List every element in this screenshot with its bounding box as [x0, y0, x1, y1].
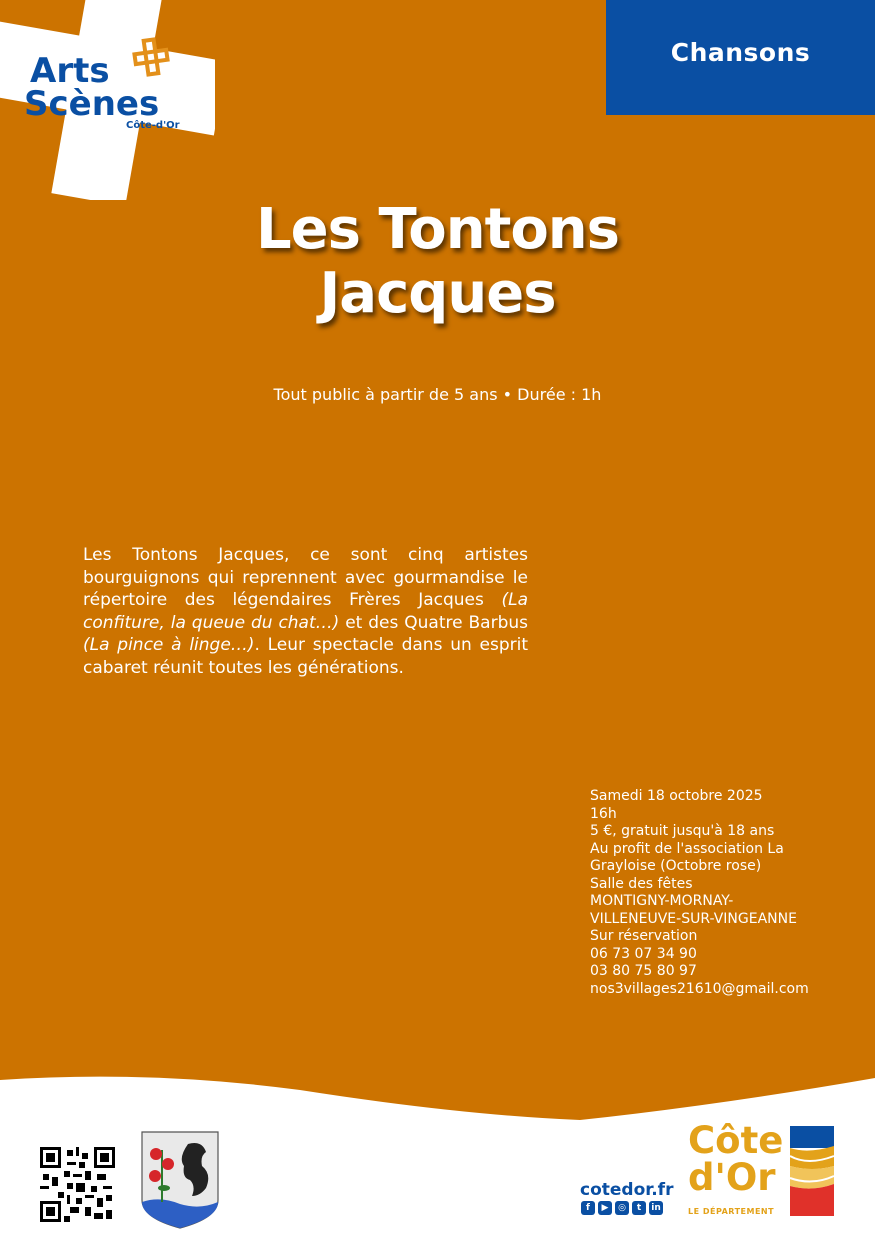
instagram-icon[interactable]: ◎ — [615, 1201, 629, 1215]
description-part3: . Leur spectacle dans un esprit cabaret réunit toutes les générations. — [83, 635, 528, 678]
logo-cote-dor: Côte-d'Or — [126, 120, 180, 131]
description-italic1: (La confiture, la queue du chat…) — [83, 590, 528, 633]
description-italic2: (La pince à linge…) — [83, 635, 255, 655]
facebook-icon[interactable]: f — [581, 1201, 595, 1215]
qr-code[interactable] — [40, 1147, 115, 1222]
youtube-icon[interactable]: ▶ — [598, 1201, 612, 1215]
twitter-icon[interactable]: t — [632, 1201, 646, 1215]
show-title-line2: Jacques — [319, 261, 556, 326]
event-info — [590, 788, 860, 998]
category-banner — [606, 0, 875, 115]
event-time: 16h — [590, 805, 617, 822]
departement-label: LE DÉPARTEMENT — [688, 1207, 775, 1216]
event-date: Samedi 18 octobre 2025 — [590, 788, 763, 804]
cote-dor-line2: d'Or — [688, 1156, 776, 1199]
audience-duration: Tout public à partir de 5 ans • Durée : 1h — [273, 385, 602, 404]
event-town-line1: MONTIGNY-MORNAY- — [590, 893, 734, 909]
event-benefit-line2: Grayloise (Octobre rose) — [590, 858, 762, 874]
show-title — [0, 198, 875, 326]
event-phone1[interactable]: 06 73 07 34 90 — [590, 945, 697, 962]
arts-scenes-logo — [0, 0, 215, 200]
event-email[interactable]: nos3villages21610@gmail.com — [590, 980, 809, 997]
event-price: 5 €, gratuit jusqu'à 18 ans — [590, 823, 775, 839]
logo-arts: Arts — [30, 51, 110, 91]
category-label: Chansons — [670, 38, 811, 67]
website-link[interactable]: cotedor.fr — [580, 1180, 674, 1200]
village-crest-icon — [140, 1130, 220, 1230]
event-booking: Sur réservation — [590, 928, 698, 944]
show-title-line1: Les Tontons — [255, 197, 620, 262]
event-benefit-line1: Au profit de l'association La — [590, 840, 784, 857]
social-icons — [581, 1201, 663, 1215]
event-venue: Salle des fêtes — [590, 875, 693, 892]
description-part2: et des Quatre Barbus — [339, 612, 528, 633]
event-phone2[interactable]: 03 80 75 80 97 — [590, 963, 697, 979]
cote-dor-line1: Côte — [688, 1119, 784, 1162]
cote-dor-wordmark — [688, 1119, 784, 1199]
description-part1: Les Tontons Jacques, ce sont cinq artistes bourguignons qui reprennent avec gourmandise le répertoire des légendaires Frères Jacques — [83, 545, 528, 610]
description — [83, 544, 528, 679]
event-town-line2: VILLENEUVE-SUR-VINGEANNE — [590, 910, 797, 927]
logo-scenes: Scènes — [24, 84, 160, 124]
linkedin-icon[interactable]: in — [649, 1201, 663, 1215]
